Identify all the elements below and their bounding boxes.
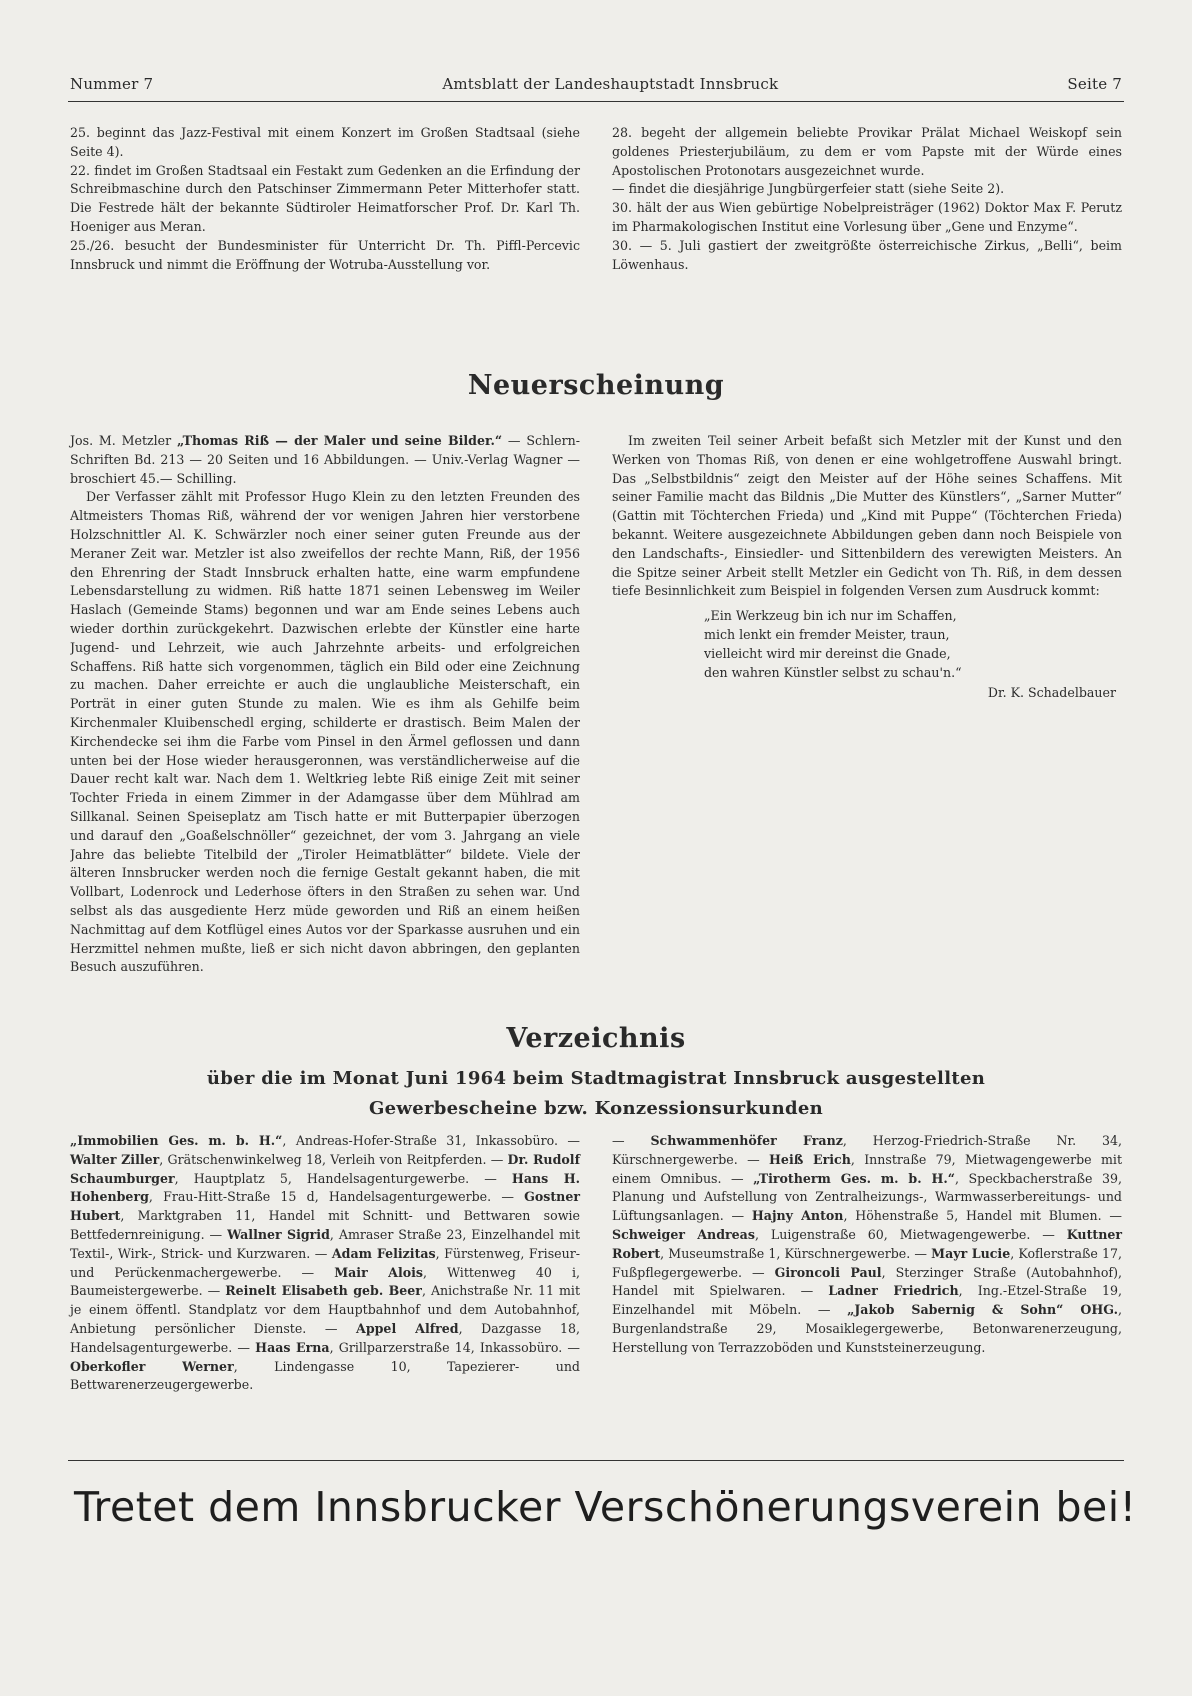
verzeichnis-subtitle: über die im Monat Juni 1964 beim Stadtmagistrat Innsbruck ausgestellten — [206, 1068, 986, 1089]
chronicle-entry: 30. — 5. Juli gastiert der zweitgrößte österreichische Zirkus, „Belli“, beim Löwenhaus. — [612, 237, 1122, 272]
review-left-column — [70, 432, 580, 1088]
publication-title: Amtsblatt der Landeshauptstadt Innsbruck — [442, 75, 779, 93]
license-entries: „Immobilien Ges. m. b. H.“, Andreas-Hofer-Straße 31, Inkassobüro. — Walter Ziller, Grätschenwinkelweg 18, Verleih von Reitpferden. — Dr. Rudolf Schaumburger, Hauptplatz 5, Handelsagenturgewerbe. — Hans H. Hohenberg, Frau-Hitt-Straße 15 d, Handelsagenturgewerbe. — Gostner Hubert, Marktgraben 11, Handel mit Schnitt- und Bettwaren sowie Bettfedernreinigung. — Wallner Sigrid, Amraser Straße 23, Einzelhandel mit Textil-, Wirk-, Strick- und Kurzwaren. — Adam Felizitas, Fürstenweg, Friseur- und Perückenmachergewerbe. — Mair Alois, Wittenweg 40 i, Baumeistergewerbe. — Reinelt Elisabeth geb. Beer, Anichstraße Nr. 11 mit je einem öffentl. Standplatz vor dem Hauptbahnhof und dem Autobahnhof, Anbietung persönlicher Dienste. — Appel Alfred, Dazgasse 18, Handelsagenturgewerbe. — Haas Erna, Grillparzerstraße 14, Inkassobüro. — Oberkofler Werner, Lindengasse 10, Tapezierer- und Bettwarenerzeugergewerbe. — [70, 1133, 581, 1393]
poem-line: den wahren Künstler selbst zu schau'n.“ — [704, 664, 962, 680]
chronicle-entry: — findet die diesjährige Jungbürgerfeier statt (siehe Seite 2). — [612, 181, 1005, 197]
verzeichnis-subtitle: Gewerbescheine bzw. Konzessionsurkunden — [369, 1098, 823, 1119]
page-header — [70, 75, 1122, 93]
review-text-part2: Im zweiten Teil seiner Arbeit befaßt sich Metzler mit der Kunst und den Werken von Thomas Riß, von denen er eine wohlgetroffene Auswahl bringt. Das „Selbstbildnis“ zeigt den Meister auf der Höhe seines Schaffens. Mit seiner Familie macht das Bildnis „Die Mutter des Künstlers“, „Sarner Mutter“ (Gattin mit Töchterchen Frieda) und „Kind mit Puppe“ (Töchterchen Frieda) bekannt. Weitere ausgezeichnete Abbildungen geben dann noch Beispiele von den Landschafts-, Einsiedler- und Sittenbildern des verewigten Meisters. An die Spitze seiner Arbeit stellt Metzler ein Gedicht von Th. Riß, in dem dessen tiefe Besinnlichkeit zum Beispiel in folgenden Versen zum Ausdruck kommt: — [612, 433, 1122, 599]
chronicle-entry: 25./26. besucht der Bundesminister für Unterricht Dr. Th. Piffl-Percevic Innsbruck und nimmt die Eröffnung der Wotruba-Ausstellung vor. — [70, 237, 580, 272]
license-list-left — [70, 1132, 580, 1395]
book-title: „Thomas Riß — der Maler und seine Bilder.“ — [176, 433, 503, 448]
poem — [612, 607, 1122, 682]
footer-rule — [68, 1460, 1124, 1461]
section-title-neuerscheinung: Neuerscheinung — [467, 370, 725, 401]
poem-line: mich lenkt ein fremder Meister, traun, — [704, 626, 950, 642]
review-right-column — [612, 432, 1122, 703]
license-list-right — [612, 1132, 1122, 1358]
issue-number: Nummer 7 — [70, 75, 154, 93]
review-signature: Dr. K. Schadelbauer — [987, 685, 1116, 701]
slogan: Tretet dem Innsbrucker Verschönerungsverein bei! — [74, 1483, 1137, 1531]
book-details: — Schlern-Schriften Bd. 213 — 20 Seiten und 16 Abbildungen. — Univ.-Verlag Wagner — broschiert 45.— Schilling. — [70, 433, 580, 486]
poem-line: vielleicht wird mir dereinst die Gnade, — [704, 645, 951, 661]
review-text-part1: Der Verfasser zählt mit Professor Hugo Klein zu den letzten Freunden des Altmeisters Thomas Riß, während der vor wenigen Jahren hier verstorbene Holzschnittler Al. K. Schwärzler noch einer seiner guten Freunde aus der Meraner Zeit war. Metzler ist also zweifellos der rechte Mann, Riß, der 1956 den Ehrenring der Stadt Innsbruck erhalten hatte, eine warm empfundene Lebensdarstellung zu widmen. Riß hatte 1871 seinen Lebensweg im Weiler Haslach (Gemeinde Stams) begonnen und war am Ende seines Lebens auch wieder dorthin zurückgekehrt. Dazwischen erlebte der Künstler eine harte Jugend- und Lehrzeit, wie auch Jahrzehnte arbeits- und erfolgreichen Schaffens. Riß hatte sich vorgenommen, täglich ein Bild oder eine Zeichnung zu machen. Daher erreichte er auch die unglaubliche Meisterschaft, ein Porträt in einer guten Stunde zu malen. Wie es ihm als Gehilfe beim Kirchenmaler Kluibenschedl erging, schilderte er drastisch. Beim Malen der Kirchendecke sei ihm die Farbe vom Pinsel in den Ärmel geflossen und dann unten bei der Hose wieder herausgeronnen, was verständlicherweise auf die Dauer recht kalt war. Nach dem 1. Weltkrieg lebte Riß einige Zeit mit seiner Tochter Frieda in einem Zimmer in der Adamgasse über dem Mühlrad am Sillkanal. Seinen Speiseplatz am Tisch hatte er mit Butterpapier überzogen und darauf den „Goaßelschnöller“ gezeichnet, der vom 3. Jahrgang an viele Jahre das beliebte Titelbild der „Tiroler Heimatblätter“ bildete. Viele der älteren Innsbrucker werden noch die fernige Gestalt gekannt haben, die mit Vollbart, Lodenrock und Lederhose öfters in den Straßen zu sehen war. Und selbst als das ausgediente Herz müde geworden und Riß an einem heißen Nachmittag auf dem Kotflügel eines Autos vor der Sparkasse ausruhen und ein Herzmittel nehmen mußte, ließ er sich nicht davon abbringen, den geplanten Besuch auszuführen. — [70, 489, 580, 975]
book-author: Jos. M. Metzler — [70, 433, 172, 448]
chronicle-entry: 25. beginnt das Jazz-Festival mit einem Konzert im Großen Stadtsaal (siehe Seite 4). — [70, 125, 580, 159]
poem-line: „Ein Werkzeug bin ich nur im Schaffen, — [704, 608, 957, 624]
chronicle-entry: 22. findet im Großen Stadtsaal ein Festakt zum Gedenken an die Erfindung der Schreibmaschine durch den Patschinser Zimmermann Peter Mitterhofer statt. Die Festrede hält der bekannte Südtiroler Heimatforscher Prof. Dr. Karl Th. Hoeniger aus Meran. — [70, 162, 580, 234]
header-rule — [68, 101, 1124, 102]
section-title-verzeichnis: Verzeichnis — [506, 1023, 686, 1054]
bibliography — [70, 432, 580, 488]
chronicle-entry: 30. hält der aus Wien gebürtige Nobelpreisträger (1962) Doktor Max F. Perutz im Pharmakologischen Institut eine Vorlesung über „Gene und Enzyme“. — [612, 200, 1122, 234]
chronicle-entry: 28. begeht der allgemein beliebte Provikar Prälat Michael Weiskopf sein goldenes Priesterjubiläum, zu dem er vom Papste mit der Würde eines Apostolischen Protonotars ausgezeichnet wurde. — [612, 125, 1122, 178]
page-number: Seite 7 — [1067, 75, 1122, 93]
chronicle-left-column — [70, 124, 580, 274]
license-entries: — Schwammenhöfer Franz, Herzog-Friedrich-Straße Nr. 34, Kürschnergewerbe. — Heiß Erich, Innstraße 79, Mietwagengewerbe mit einem Omnibus. — „Tirotherm Ges. m. b. H.“, Speckbacherstraße 39, Planung und Aufstellung von Zentralheizungs-, Warmwasserbereitungs- und Lüftungsanlagen. — Hajny Anton, Höhenstraße 5, Handel mit Blumen. — Schweiger Andreas, Luigenstraße 60, Mietwagengewerbe. — Kuttner Robert, Museumstraße 1, Kürschnergewerbe. — Mayr Lucie, Koflerstraße 17, Fußpflegergewerbe. — Gironcoli Paul, Sterzinger Straße (Autobahnhof), Handel mit Spielwaren. — Ladner Friedrich, Ing.-Etzel-Straße 19, Einzelhandel mit Möbeln. — „Jakob Sabernig & Sohn“ OHG., Burgenlandstraße 29, Mosaiklegergewerbe, Betonwarenerzeugung, Herstellung von Terrazzoböden und Kunststeinerzeugung. — [612, 1133, 1123, 1355]
chronicle-right-column — [612, 124, 1122, 274]
